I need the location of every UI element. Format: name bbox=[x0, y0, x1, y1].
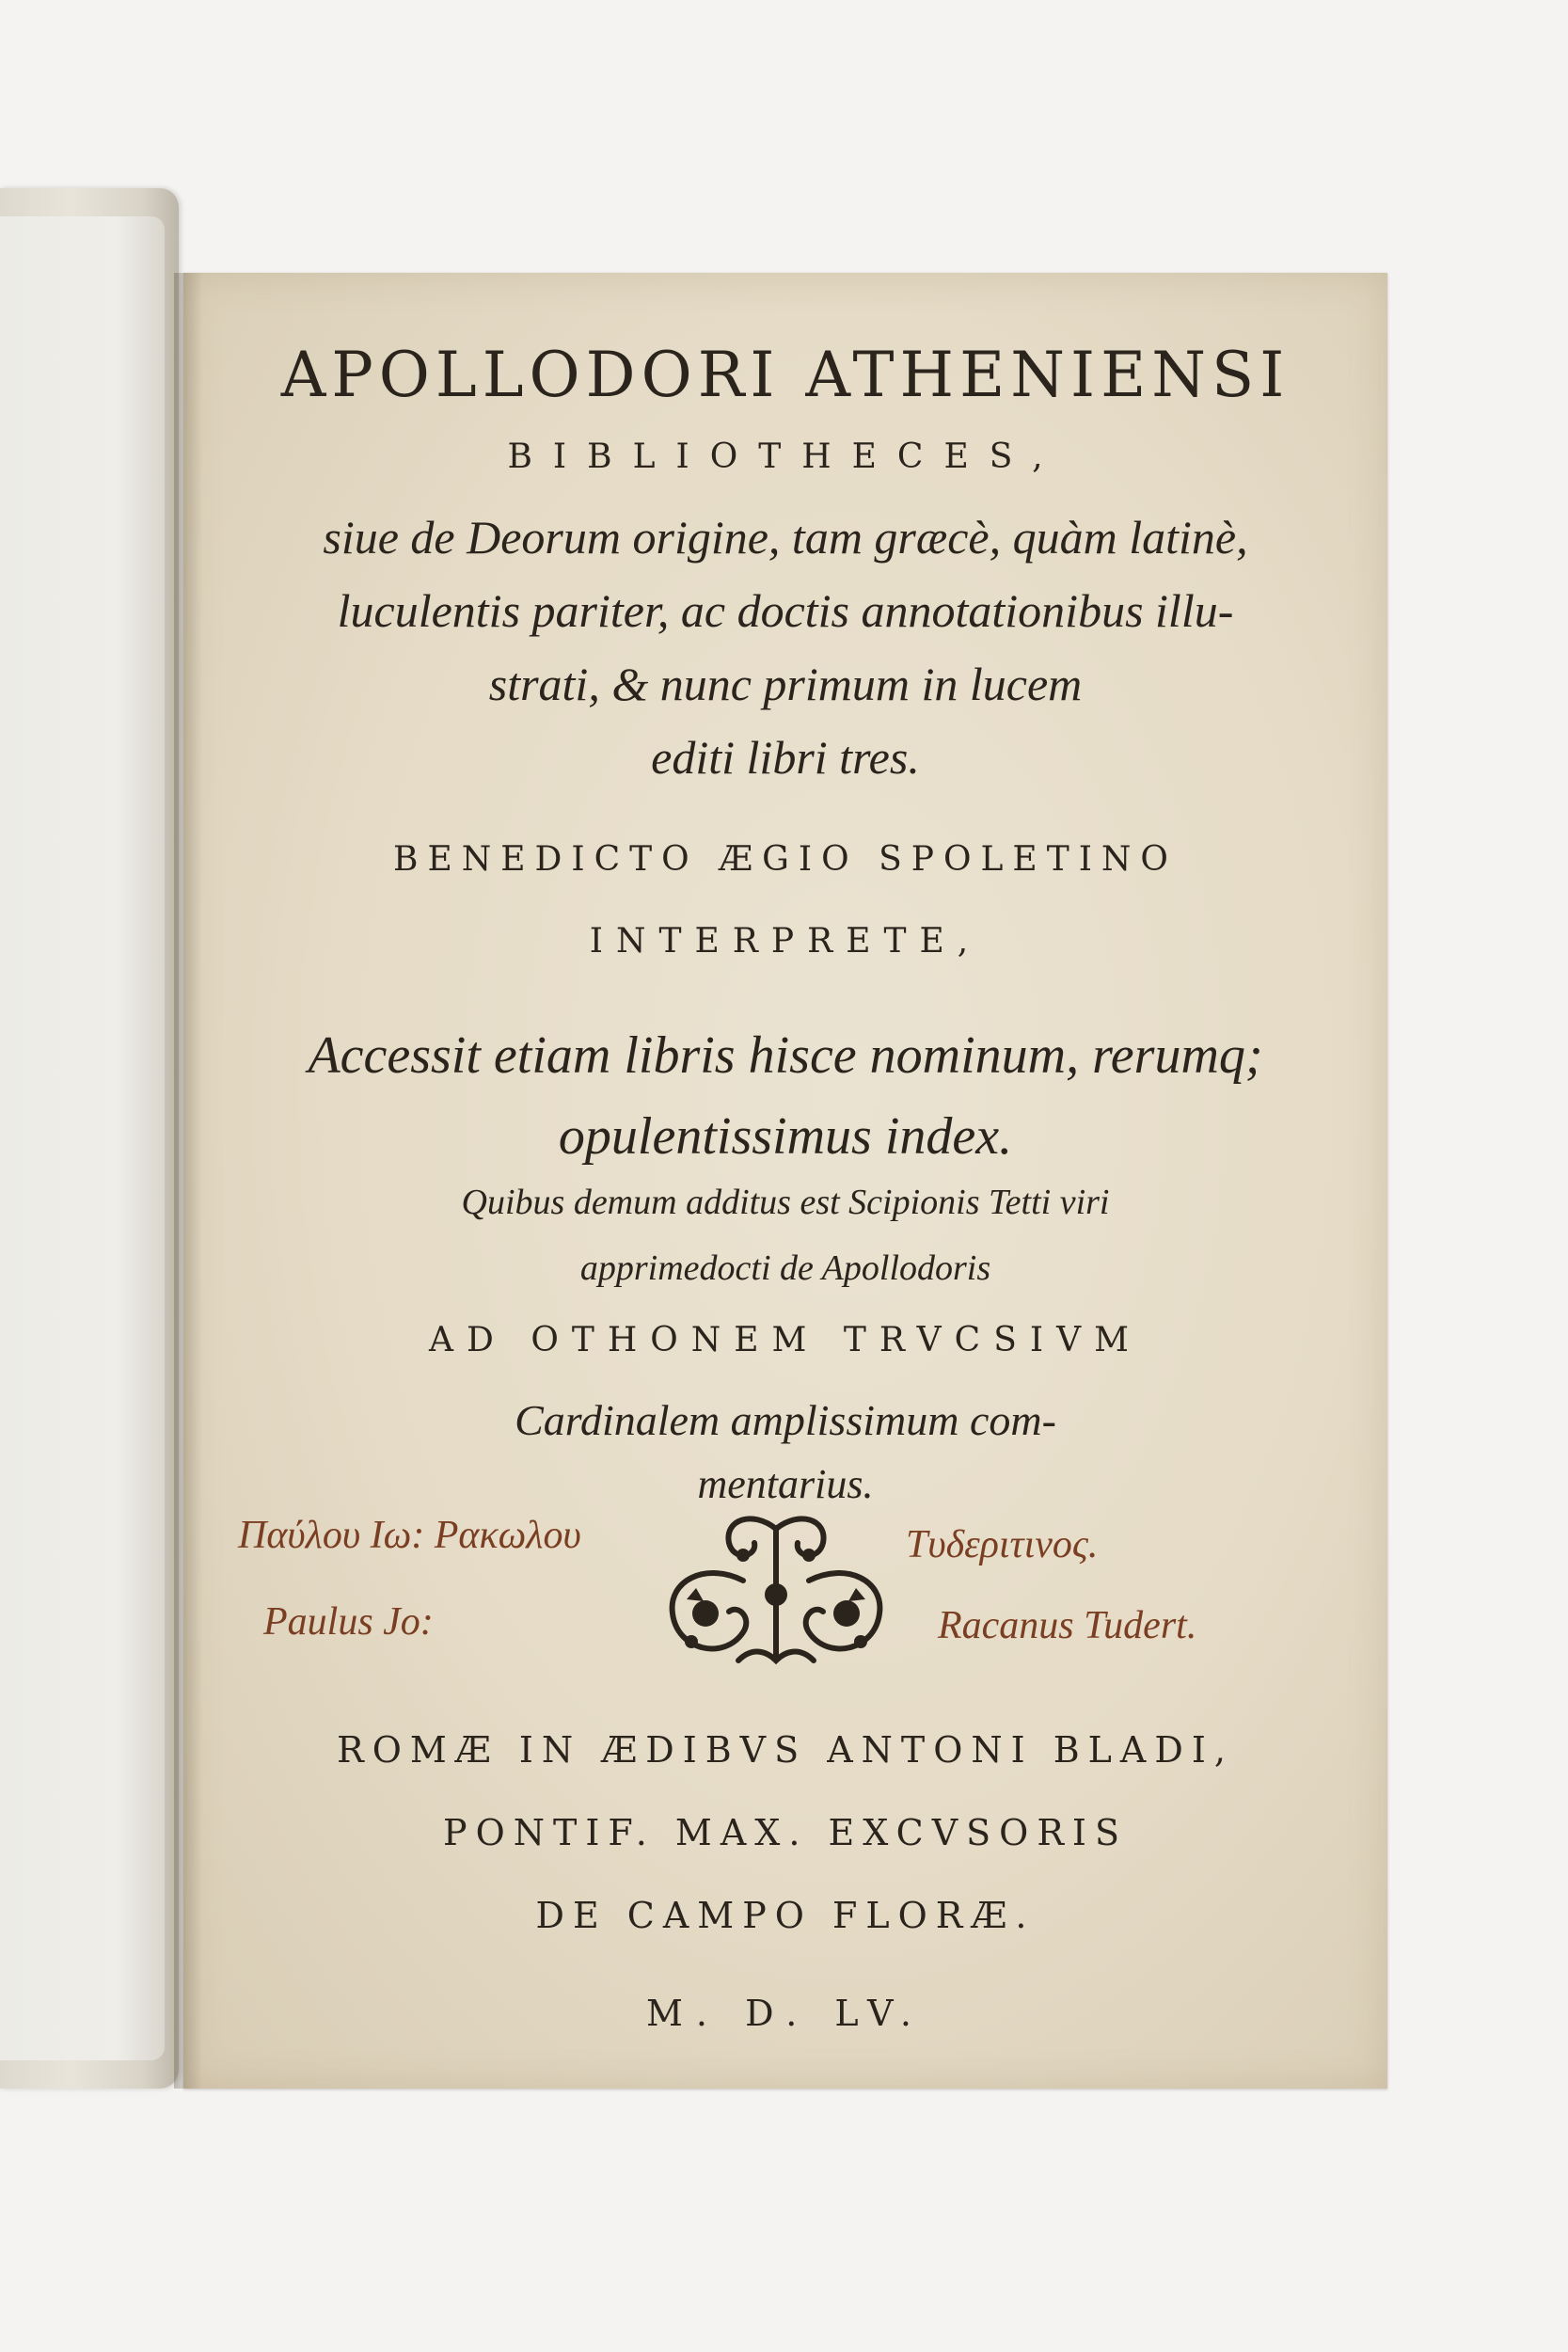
translator-line-2: INTERPRETE, bbox=[589, 922, 982, 961]
manuscript-note-top-right: Τυδεριτινος. bbox=[906, 1523, 1099, 1566]
manuscript-note-top-left: Παύλου Ιω: Ρακωλου bbox=[238, 1514, 581, 1557]
dedication-line-1: AD OTHONEM TRVCSIVM bbox=[429, 1321, 1142, 1359]
gutter-shadow bbox=[174, 273, 202, 2089]
subtitle-line-2: luculentis pariter, ac doctis annotationibus illu- bbox=[337, 584, 1234, 637]
addition-line-2: apprimedocti de Apollodoris bbox=[579, 1248, 991, 1288]
imprint-line-2: PONTIF. MAX. EXCVSORIS bbox=[443, 1812, 1128, 1853]
title-page bbox=[183, 273, 1387, 2089]
subtitle-line-3: strati, & nunc primum in lucem bbox=[488, 658, 1083, 710]
translator-line-1: BENEDICTO ÆGIO SPOLETINO bbox=[393, 840, 1178, 879]
manuscript-note-bottom-right: Racanus Tudert. bbox=[938, 1604, 1197, 1647]
addition-line-1: Quibus demum additus est Scipionis Tetti viri bbox=[461, 1183, 1110, 1222]
imprint-line-3: DE CAMPO FLORÆ. bbox=[535, 1895, 1036, 1936]
index-line-2: opulentissimus index. bbox=[558, 1107, 1013, 1166]
dedication-line-2: Cardinalem amplissimum com- bbox=[515, 1396, 1056, 1444]
dedication-line-3: mentarius. bbox=[697, 1461, 874, 1507]
subtitle-line-4: editi libri tres. bbox=[651, 731, 920, 784]
publication-date: M. D. LV. bbox=[646, 1993, 925, 2034]
index-line-1: Accessit etiam libris hisce nominum, rerumq; bbox=[308, 1026, 1263, 1085]
imprint-line-1: ROMÆ IN ÆDIBVS ANTONI BLADI, bbox=[337, 1729, 1234, 1771]
printers-ornament-icon bbox=[649, 1510, 903, 1675]
manuscript-note-bottom-left: Paulus Jo: bbox=[263, 1600, 434, 1644]
title-line-1: APOLLODORI ATHENIENSI bbox=[280, 339, 1291, 411]
left-page bbox=[0, 216, 165, 2060]
title-line-2: BIBLIOTHECES, bbox=[507, 437, 1064, 476]
subtitle-line-1: siue de Deorum origine, tam græcè, quàm latinè, bbox=[323, 511, 1248, 564]
